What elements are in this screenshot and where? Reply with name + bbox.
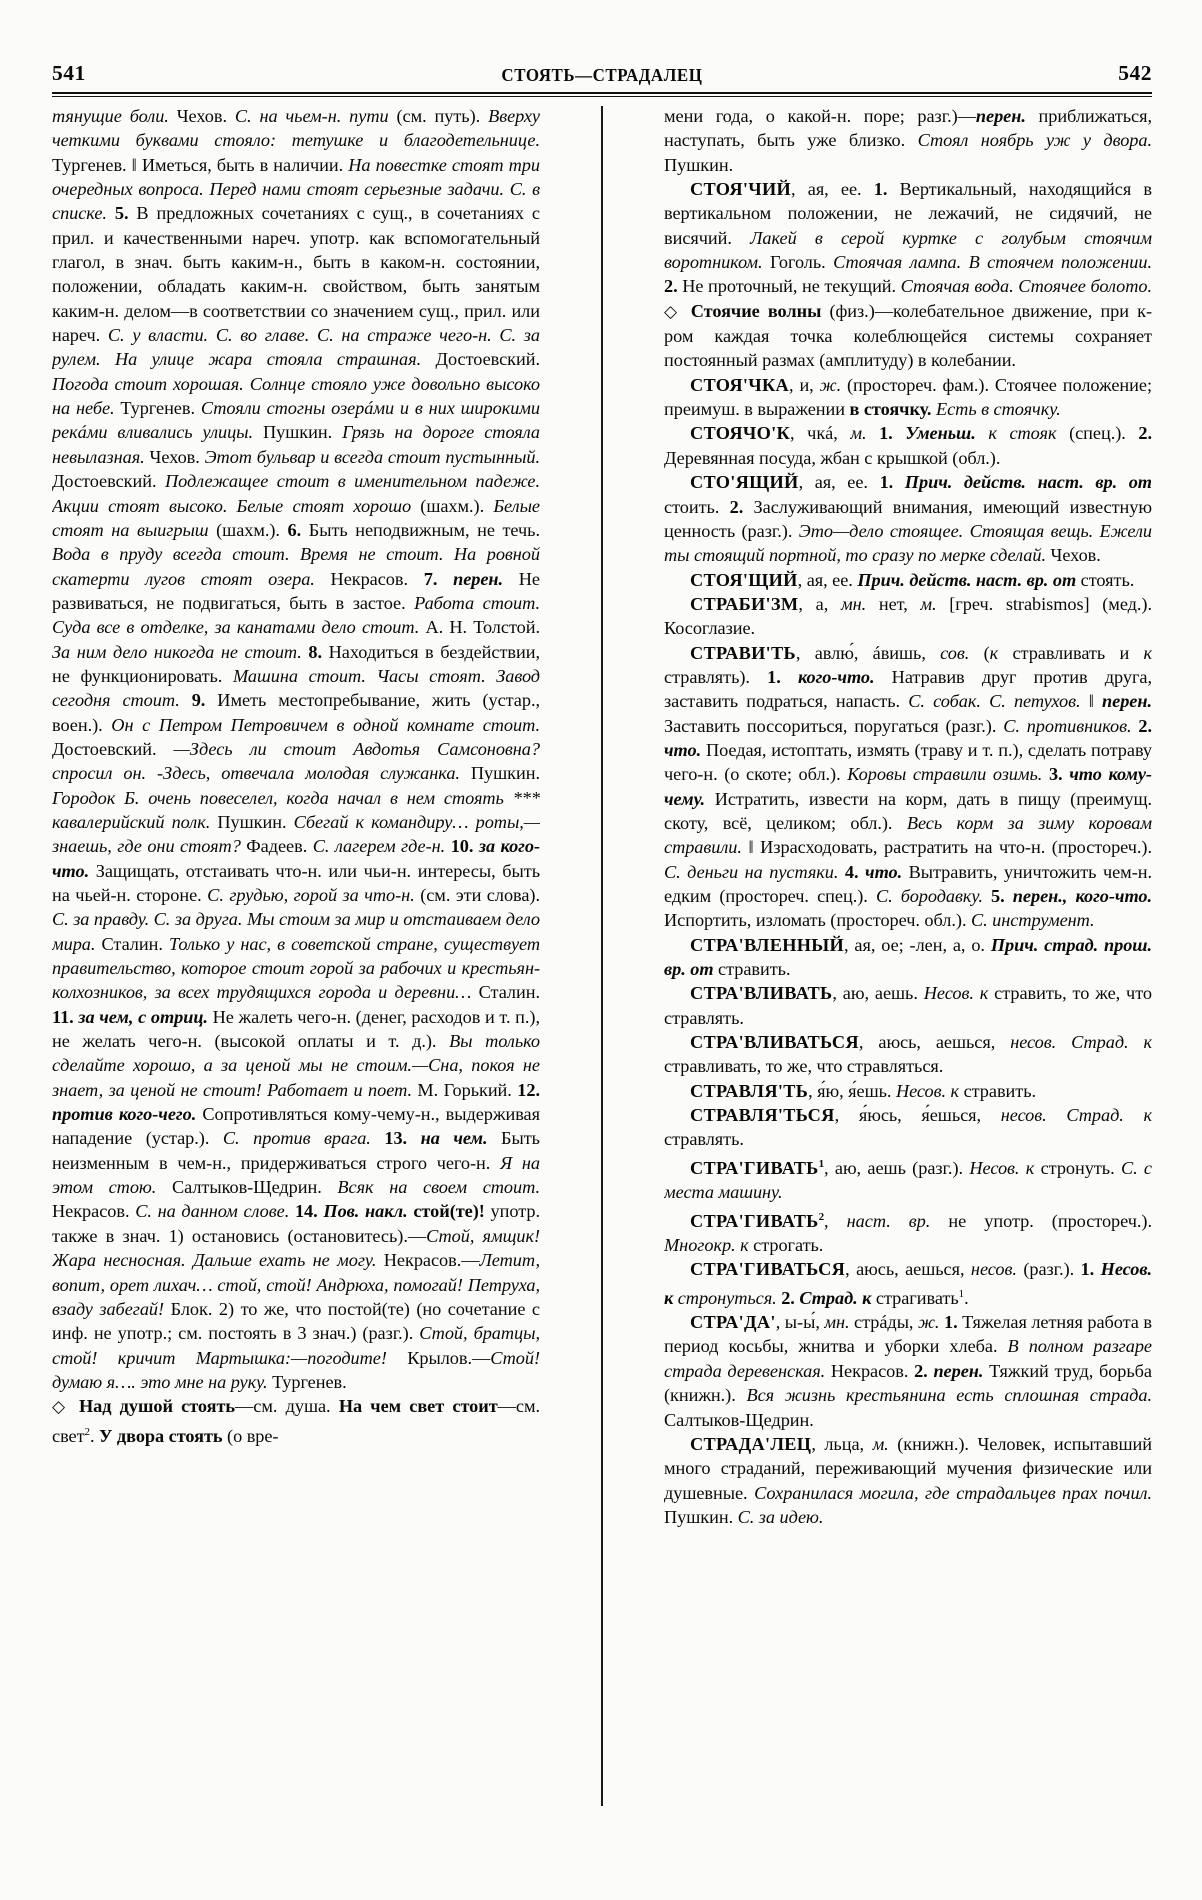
text-run-dia: ◇ bbox=[664, 301, 681, 321]
text-run-bi: Прич. страд. прош. вр. от bbox=[664, 934, 1152, 980]
continued-entry-right bbox=[664, 104, 1152, 177]
text-run-hw: СТОЯЧО'К bbox=[690, 423, 791, 444]
folio-left: 541 bbox=[52, 61, 86, 85]
text-run-rom: Деревянная посуда, жбан с крышкой (обл.). bbox=[664, 447, 1001, 468]
header-rule bbox=[52, 92, 1152, 97]
dictionary-entry bbox=[664, 421, 1152, 470]
text-run-rom: стрáды, bbox=[849, 1312, 918, 1333]
text-run-num: 9. bbox=[179, 690, 206, 711]
text-run-rom: (см. эти слова). bbox=[414, 885, 540, 905]
dictionary-entry bbox=[664, 1079, 1152, 1103]
text-run-rom: Пушкин. bbox=[459, 763, 540, 784]
text-run-it: Стояли стогны озерáми и в них широкими рекáми вливались улицы. bbox=[52, 398, 540, 443]
text-run-rom: , авлю́, áвишь, bbox=[795, 642, 941, 663]
text-run-rom: стронуть. bbox=[1034, 1157, 1121, 1178]
text-run-num: 3. bbox=[1042, 764, 1063, 785]
text-run-it: С. за идею. bbox=[737, 1506, 824, 1527]
text-run-bi: что кому-чему. bbox=[664, 764, 1152, 809]
text-run-rom: (физ.)—колебательное движение, при к-ром каждая точка колеблющейся системы сохраняет постоянный размах (амплитуду) в колебании. bbox=[664, 300, 1152, 371]
text-run-rom: М. Горький. bbox=[411, 1079, 518, 1100]
text-run-rom: стравливать, то же, что стравляться. bbox=[664, 1056, 944, 1077]
dictionary-entry bbox=[664, 1310, 1152, 1432]
text-run-rom: Быть неизменным в чем-н., придерживаться строго чего-н. bbox=[52, 1128, 540, 1173]
text-run-supn: 2 bbox=[84, 1425, 90, 1438]
text-run-rom: Заслуживающий внимания, имеющий известную ценность (разг.). bbox=[664, 496, 1152, 541]
text-run-rom: , ы-ы́, bbox=[775, 1312, 825, 1333]
dictionary-entry bbox=[664, 470, 1152, 567]
text-run-bi: что. bbox=[858, 861, 903, 882]
text-run-it: —Здесь ли стоит Авдотья Самсоновна? спросил он. -Здесь, отвечала молодая служанка. bbox=[52, 738, 540, 784]
text-run-rom: Крылов.— bbox=[386, 1347, 491, 1368]
text-run-rom: —см. душа. bbox=[235, 1396, 339, 1417]
text-run-rom: приближаться, наступать, быть уже близко. bbox=[664, 106, 1152, 151]
text-run-rom: Защищать, отстаивать что-н. или чьи-н. интересы, быть на чьей-н. стороне. bbox=[52, 860, 540, 905]
text-run-num: 1. bbox=[873, 179, 888, 200]
text-run-it: Всяк на своем стоит. bbox=[337, 1177, 540, 1198]
text-run-rom: , чкá, bbox=[790, 423, 851, 444]
text-run-num: 13. bbox=[370, 1128, 408, 1149]
text-run-rom: Пушкин. bbox=[664, 154, 734, 175]
text-run-it: Машина стоит. Часы стоят. Завод сегодня стоит. bbox=[52, 665, 540, 711]
text-run-it: Многокр. к bbox=[664, 1235, 749, 1255]
text-run-num: 2. bbox=[776, 1287, 795, 1308]
text-run-rom: , а, bbox=[798, 593, 841, 614]
text-run-hw: СТРАВЛЯ'ТЬ bbox=[690, 1080, 809, 1101]
text-run-num: 14. bbox=[289, 1201, 318, 1222]
text-run-rom: , bbox=[824, 1210, 847, 1231]
text-run-rom: Истратить, извести на корм, дать в пищу (преимущ. скоту, всё, целиком; обл.). bbox=[664, 788, 1152, 833]
idioms-block bbox=[52, 1394, 540, 1448]
text-run-rom: (о вре- bbox=[222, 1425, 279, 1446]
text-run-it: С. за правду. С. за друга. Мы стоим за мир и отстаиваем дело мира. bbox=[52, 909, 540, 954]
text-run-num: 5. bbox=[982, 886, 1005, 906]
right-column bbox=[664, 104, 1152, 1844]
text-run-rom: Тяжелая летняя работа в период косьбы, жнитва и уборки хлеба. bbox=[664, 1312, 1152, 1357]
text-run-it: Стоячая вода. Стоячее болото. bbox=[900, 276, 1152, 297]
text-run-rom: , льца, bbox=[811, 1433, 873, 1454]
text-run-rom: Не проточный, не текущий. bbox=[677, 276, 901, 297]
text-run-b: в стоячку. bbox=[849, 399, 932, 420]
text-run-rom: мени года, о какой-н. поре; разг.)— bbox=[664, 106, 976, 126]
text-run-bi: перен. bbox=[437, 568, 504, 589]
text-run-rom: (шахм.). bbox=[208, 519, 288, 540]
text-run-rom: Гоголь. bbox=[762, 252, 834, 273]
text-run-rom: Поедая, истоптать, измять (траву и т. п.), сделать потраву чего-н. (о скоте; обл.). bbox=[664, 739, 1152, 785]
text-run-bi: Страд. к bbox=[794, 1287, 872, 1308]
text-run-rom: ‖ bbox=[1080, 691, 1103, 712]
text-run-num: 1. bbox=[879, 472, 894, 493]
text-run-rom: Некрасов. bbox=[52, 1201, 136, 1222]
text-run-hw: СТРА'ВЛИВАТЬ bbox=[690, 983, 833, 1004]
text-run-rom: стравлять). bbox=[664, 666, 768, 687]
dictionary-entry bbox=[664, 1257, 1152, 1310]
text-run-rom: стравить. bbox=[713, 959, 791, 980]
text-run-rom: Быть неподвижным, не течь. bbox=[301, 519, 540, 540]
text-run-rom: Находиться в бездействии, не функционировать. bbox=[52, 641, 540, 686]
text-run-hw: СТОЯ'ЧИЙ bbox=[690, 179, 792, 200]
dictionary-entry bbox=[664, 1432, 1152, 1529]
text-run-num: 5. bbox=[106, 203, 129, 224]
dictionary-entry bbox=[664, 641, 1152, 933]
text-run-b: Стоячие волны bbox=[682, 300, 822, 321]
text-run-it: Только у нас, в советской стране, существует правительство, которое стоит горой за рабочих и крестьян-колхозников, за всех трудящихся города и деревни… bbox=[52, 933, 540, 1003]
text-run-num: 2. bbox=[914, 1360, 928, 1381]
text-run-it: Коровы стравили озимь. bbox=[847, 764, 1043, 785]
entry-list bbox=[664, 177, 1152, 1529]
text-run-bi: за кого-что. bbox=[52, 836, 540, 881]
text-run-it: наст. вр. bbox=[846, 1210, 931, 1231]
text-run-rom: —см. свет bbox=[52, 1396, 540, 1446]
text-run-rom: стравить, то же, что стравлять. bbox=[664, 983, 1152, 1028]
text-run-bi: Прич. действ. наст. вр. от bbox=[857, 569, 1077, 590]
text-run-it: С. против врага. bbox=[222, 1128, 371, 1149]
text-run-hw: СТОЯ'ЧКА bbox=[690, 374, 790, 395]
text-run-bi: Несов. к bbox=[664, 1259, 1152, 1308]
text-run-rom: Сталин. bbox=[471, 982, 540, 1003]
text-run-it: стронуться. bbox=[673, 1287, 777, 1308]
dictionary-entry bbox=[664, 568, 1152, 592]
text-run-bi: на чем. bbox=[407, 1128, 488, 1149]
text-run-hw: СТОЯ'ЩИЙ bbox=[690, 569, 798, 590]
dictionary-entry bbox=[664, 177, 1152, 373]
text-run-it: С. деньги на пустяки. bbox=[664, 861, 839, 882]
dictionary-entry bbox=[664, 981, 1152, 1030]
text-run-it: С. на данном слове. bbox=[135, 1201, 290, 1222]
text-run-rom: стоять. bbox=[1076, 569, 1135, 590]
text-run-bi: что. bbox=[664, 739, 702, 760]
text-run-rom: строгать. bbox=[748, 1235, 824, 1255]
text-run-hw: СТРА'ГИВАТЬ bbox=[690, 1157, 819, 1178]
text-run-it: Лакей в серой куртке с голубым стоячим воротником. bbox=[664, 227, 1152, 273]
text-run-it: С. противников. bbox=[1003, 715, 1132, 736]
text-run-rom bbox=[866, 423, 879, 443]
text-run-num: 1. bbox=[1080, 1259, 1095, 1280]
text-run-sup: 2 bbox=[818, 1210, 825, 1223]
text-run-rom: Тургенев. ‖ Иметься, быть в наличии. bbox=[52, 154, 349, 175]
text-run-rom: Некрасов. bbox=[314, 568, 424, 589]
text-run-bi: перен., кого-что. bbox=[1004, 886, 1152, 906]
text-run-rom: нет, bbox=[866, 593, 921, 614]
text-run-rom: , я́юсь, я́ешься, bbox=[834, 1105, 1001, 1126]
text-run-rom: Сталин. bbox=[95, 933, 169, 954]
text-run-it: ж. bbox=[917, 1312, 940, 1333]
text-run-it: На повестке стоят три очередных вопроса. Перед нами стоят серьезные задачи. С. в списке. bbox=[52, 154, 540, 224]
text-run-rom: [греч. strabismos] (мед.). Косоглазие. bbox=[664, 593, 1152, 639]
text-run-it: к bbox=[1143, 642, 1152, 663]
text-run-it: Грязь на дороге стояла невылазная. bbox=[52, 422, 540, 467]
text-run-num: 1. bbox=[767, 666, 781, 687]
text-run-rom: Салтыков-Щедрин. bbox=[156, 1177, 338, 1198]
text-run-it: С. грудью, горой за что-н. bbox=[207, 885, 415, 905]
column-divider bbox=[601, 106, 603, 1806]
text-run-rom: не употр. (простореч.). bbox=[930, 1210, 1152, 1231]
text-run-rom: Достоевский. bbox=[52, 471, 165, 492]
text-run-rom: Не развиваться, не подвигаться, быть в застое. bbox=[52, 568, 540, 613]
text-run-hw: СТРА'ДА' bbox=[690, 1312, 776, 1333]
text-run-hw: СТРА'ВЛЕННЫЙ bbox=[690, 934, 845, 955]
text-run-rom: Вертикальный, находящийся в вертикальном положении, не лежачий, не сидячий, не висячий. bbox=[664, 179, 1152, 248]
text-run-rom: Салтыков-Щедрин. bbox=[664, 1409, 814, 1430]
text-run-num: 2. bbox=[1138, 423, 1152, 444]
text-run-b: У двора стоять bbox=[99, 1425, 223, 1446]
text-run-it: Несов. к bbox=[969, 1157, 1035, 1178]
text-run-hw: СТРА'ВЛИВАТЬСЯ bbox=[690, 1032, 859, 1053]
text-run-num: 11. bbox=[52, 1006, 74, 1027]
text-run-it: Стой, ямщик! Жара несносная. Дальше ехать не могу. bbox=[52, 1225, 540, 1271]
text-run-it: Стоячая лампа. В стоячем положении. bbox=[833, 252, 1152, 273]
running-title: СТОЯТЬ—СТРАДАЛЕЦ bbox=[501, 65, 703, 85]
text-run-rom: . bbox=[964, 1287, 969, 1308]
text-run-rom: Достоевский. bbox=[52, 738, 174, 759]
text-run-supn: 1 bbox=[958, 1287, 965, 1300]
text-run-rom: А. Н. Толстой. bbox=[419, 617, 540, 638]
text-run-it: Это—дело стоящее. Стоящая вещь. Ежели ты стоящий портной, то сразу по мерке сделай. bbox=[664, 520, 1152, 566]
dictionary-entry bbox=[664, 592, 1152, 641]
text-run-num: 10. bbox=[445, 836, 474, 857]
text-run-it: несов. Страд. к bbox=[1000, 1105, 1152, 1126]
text-run-rom: Натравив друг против друга, заставить подраться, напасть. bbox=[664, 666, 1152, 712]
dictionary-entry bbox=[664, 1152, 1152, 1205]
text-run-hw: СТРАВЛЯ'ТЬСЯ bbox=[690, 1105, 835, 1126]
text-run-it: Андрюха, помогай! Петруха, взаду забегай! bbox=[52, 1274, 540, 1319]
text-run-it: Вся жизнь крестьянина есть сплошная страда. bbox=[746, 1385, 1152, 1406]
text-run-rom: ‖ Израсходовать, растратить на что-н. (простореч.). bbox=[741, 837, 1152, 858]
text-run-it: С. собак. С. петухов. bbox=[908, 691, 1081, 712]
text-run-it: Несов. к bbox=[895, 1080, 960, 1101]
text-run-rom: , аю, аешь (разг.). bbox=[824, 1157, 970, 1178]
text-run-hw: СТО'ЯЩИЙ bbox=[690, 472, 799, 493]
text-run-bi: перен. bbox=[1102, 691, 1152, 712]
text-run-bi: Пов. накл. bbox=[317, 1201, 408, 1222]
text-run-it: Этот бульвар и всегда стоит пустынный. bbox=[204, 446, 540, 467]
text-run-it: За ним дело никогда не стоит. bbox=[52, 641, 302, 662]
text-run-it: С. бородавку. bbox=[875, 886, 983, 906]
text-run-rom: Некрасов. bbox=[825, 1360, 915, 1381]
text-run-it: к bbox=[989, 642, 999, 663]
text-run-rom: (см. путь). bbox=[388, 106, 489, 126]
text-run-num: 2. bbox=[664, 276, 678, 297]
text-run-it: ж. bbox=[819, 374, 842, 395]
text-run-bi: Прич. действ. наст. вр. от bbox=[893, 472, 1152, 493]
text-run-it: Белые стоят на выигрыш bbox=[52, 495, 540, 540]
text-run-rom: ( bbox=[969, 642, 990, 663]
text-run-it: несов. Страд. к bbox=[1010, 1032, 1152, 1053]
text-run-it: Стой! думаю я…. это мне на руку. bbox=[52, 1347, 540, 1392]
text-run-it: Городок Б. очень повеселел, когда начал в нем стоять *** кавалерийский полк. bbox=[52, 787, 540, 832]
text-run-num: 7. bbox=[423, 568, 438, 589]
text-run-hw: СТРА'ГИВАТЬ bbox=[690, 1210, 819, 1231]
continued-entry-left bbox=[52, 104, 540, 1394]
text-run-num: 1. bbox=[879, 423, 893, 444]
text-run-bi: перен. bbox=[927, 1360, 984, 1381]
text-run-bi: против кого-чего. bbox=[52, 1104, 197, 1125]
text-run-rom: , ая, ее. bbox=[797, 569, 858, 590]
columns-container bbox=[52, 104, 1152, 1844]
text-run-rom: Заставить поссориться, поругаться (разг.). bbox=[664, 715, 1004, 736]
text-run-it: мн. bbox=[824, 1312, 850, 1333]
dictionary-entry bbox=[664, 1030, 1152, 1079]
text-run-it: несов. bbox=[970, 1259, 1017, 1280]
text-run-rom: , аю, аешь. bbox=[832, 983, 924, 1004]
text-run-it: Стой, братцы, стой! кричит Мартышка:—погодите! bbox=[52, 1323, 540, 1368]
text-run-it: сов. bbox=[940, 642, 970, 663]
text-run-it: Вода в пруду всегда стоит. Время не стоит. На ровной скатерти лугов стоят озера. bbox=[52, 544, 540, 589]
text-run-it: Несов. к bbox=[923, 983, 989, 1004]
text-run-bi: перен. bbox=[975, 106, 1026, 126]
text-run-num: 2. bbox=[1131, 715, 1152, 736]
text-run-num: 12. bbox=[517, 1079, 540, 1100]
text-run-it: С. инструмент. bbox=[970, 910, 1095, 931]
text-run-rom: Пушкин. bbox=[210, 811, 294, 832]
text-run-rom: Блок. 2) то же, что постой(те) (но сочетание с инф. не употр.; см. постоять в 3 знач.) (разг.). bbox=[52, 1298, 540, 1344]
dictionary-entry bbox=[664, 933, 1152, 982]
text-run-rom: , аюсь, аешься, bbox=[858, 1032, 1011, 1053]
text-run-b: На чем свет стоит bbox=[338, 1396, 498, 1417]
dictionary-entry bbox=[664, 1205, 1152, 1258]
text-run-bi: за чем, с отриц. bbox=[73, 1006, 208, 1027]
text-run-rom: Иметь местопребывание, жить (устар., воен.). bbox=[52, 690, 540, 735]
text-run-rom: стоить. bbox=[664, 496, 730, 517]
text-run-it: Вверху четкими буквами стояло: тетушке и благодетельнице. bbox=[52, 106, 540, 151]
dictionary-entry bbox=[664, 1103, 1152, 1152]
text-run-num: 4. bbox=[838, 861, 859, 882]
text-run-it: Подлежащее стоит в именительном падеже. Акции стоят высоко. Белые стоят хорошо bbox=[52, 471, 540, 516]
text-run-rom: Сопротивляться кому-чему-н., выдерживая нападение (устар.). bbox=[52, 1104, 540, 1149]
text-run-rom: Тяжкий труд, борьба (книжн.). bbox=[664, 1360, 1152, 1406]
text-run-rom: . bbox=[90, 1425, 100, 1446]
text-run-hw: СТРА'ГИВАТЬСЯ bbox=[690, 1259, 846, 1280]
text-run-rom: стравлять. bbox=[664, 1129, 744, 1150]
text-run-b: Над душой стоять bbox=[70, 1396, 236, 1417]
running-header bbox=[52, 52, 1152, 86]
text-run-it: Он с Петром Петровичем в одной комнате стоит. bbox=[111, 714, 540, 735]
text-run-dia: ◇ bbox=[52, 1397, 69, 1417]
text-run-rom: (шахм.). bbox=[411, 495, 494, 516]
text-run-it: Погода стоит хорошая. Солнце стояло уже довольно высоко на небе. bbox=[52, 373, 540, 419]
text-run-rom: страгивать bbox=[871, 1287, 959, 1308]
text-run-it: тянущие боли. bbox=[52, 106, 169, 126]
dictionary-entry bbox=[664, 373, 1152, 422]
text-run-it: Есть в стоячку. bbox=[935, 399, 1061, 420]
text-run-rom: (книжн.). Человек, испытавший много страданий, переживающий мучения физические или душевные. bbox=[664, 1433, 1152, 1503]
text-run-rom: Тургенев. bbox=[114, 398, 201, 419]
text-run-rom: Тургенев. bbox=[267, 1371, 347, 1392]
text-run-it: Сохранилася могила, где страдальцев прах почил. bbox=[754, 1482, 1152, 1503]
text-run-rom: , ая, ое; -лен, а, о. bbox=[844, 934, 991, 955]
text-run-bi: кого-что. bbox=[780, 666, 875, 687]
text-run-rom: Чехов. bbox=[1046, 545, 1101, 566]
text-run-it: В полном разгаре страда деревенская. bbox=[664, 1336, 1152, 1381]
text-run-it: Работа стоит. Суда все в отделке, за канатами дело стоит. bbox=[52, 592, 540, 638]
text-run-rom: употр. также в знач. 1) остановись (остановитесь).— bbox=[52, 1201, 540, 1246]
text-run-bi: Уменьш. bbox=[892, 423, 976, 444]
text-run-rom: Не жалеть чего-н. (денег, расходов и т. п.), не желать чего-н. (высокой оплаты и т. д.). bbox=[52, 1006, 540, 1052]
text-run-num: 8. bbox=[301, 641, 323, 662]
text-run-it: С. лагерем где-н. bbox=[312, 836, 446, 857]
text-run-rom: Чехов. bbox=[144, 446, 205, 467]
text-run-rom: Достоевский. bbox=[421, 349, 540, 370]
folio-right: 542 bbox=[1118, 61, 1152, 85]
text-run-rom: Фадеев. bbox=[240, 836, 313, 857]
text-run-rom: Вытравить, уничтожить чем-н. едким (простореч. спец.). bbox=[664, 861, 1152, 906]
text-run-it: к стояк bbox=[975, 423, 1057, 444]
text-run-rom: Чехов. bbox=[168, 106, 235, 126]
text-run-it: С. на чьем-н. пути bbox=[234, 106, 389, 126]
text-run-rom: (простореч. фам.). Стоячее положение; преимуш. в выражении bbox=[664, 374, 1152, 420]
left-column bbox=[52, 104, 540, 1844]
text-run-b: стой(те)! bbox=[407, 1201, 485, 1222]
text-run-rom: (спец.). bbox=[1056, 423, 1139, 444]
text-run-rom: Некрасов.— bbox=[376, 1250, 480, 1271]
text-run-it: Я на этом стою. bbox=[52, 1152, 540, 1198]
text-run-rom: , я́ю, я́ешь. bbox=[808, 1080, 896, 1101]
text-run-it: С. у власти. С. во главе. С. на страже чего-н. С. за рулем. На улице жара стояла страшная. bbox=[52, 325, 540, 370]
text-run-rom: стравить. bbox=[959, 1080, 1037, 1101]
text-run-rom: В предложных сочетаниях с сущ., в сочетаниях с прил. и качественными нареч. употр. как вспомогательный глагол, в знач. быть каким-н., быть в каком-н. состоянии, положении, обладать каким-н. свойством, быть занятым каким-н. делом—в соответствии со значением сущ., прил. или нареч. bbox=[52, 203, 540, 346]
text-run-rom: (разг.). bbox=[1016, 1259, 1081, 1280]
text-run-it: С. с места машину. bbox=[664, 1157, 1152, 1203]
text-run-rom: Пушкин. bbox=[664, 1506, 738, 1527]
text-run-rom: Пушкин. bbox=[253, 422, 343, 443]
text-run-rom: , ая, ее. bbox=[798, 472, 880, 493]
text-run-num: 1. bbox=[943, 1312, 958, 1333]
text-run-num: 6. bbox=[287, 519, 302, 540]
text-run-it: Сбегай к командиру… роты,—знаешь, где они стоят? bbox=[52, 811, 540, 857]
text-run-it: м. bbox=[872, 1433, 889, 1454]
text-run-num: 2. bbox=[729, 496, 744, 517]
text-run-hw: СТРАБИ'ЗМ bbox=[690, 593, 799, 614]
text-run-it: Летит, вопит, орет лихач… стой, стой! bbox=[52, 1250, 540, 1295]
text-run-it: Весь корм за зиму коровам стравили. bbox=[664, 812, 1152, 858]
text-run-rom: , аюсь, аешься, bbox=[845, 1259, 971, 1280]
text-run-rom: , ая, ее. bbox=[791, 179, 874, 200]
text-run-it: м. bbox=[920, 593, 937, 614]
text-run-rom: Испортить, изломать (простореч. обл.). bbox=[664, 910, 971, 931]
text-run-rom: , и, bbox=[789, 374, 820, 395]
text-run-it: мн. bbox=[840, 593, 867, 614]
text-run-rom: стравливать и bbox=[998, 642, 1144, 663]
text-run-it: Вы только сделайте хорошо, а за ценой мы не стоим.—Сна, покоя не знает, за ценой не стоит! Работает и поет. bbox=[52, 1031, 540, 1100]
text-run-it: Стоял ноябрь уж у двора. bbox=[917, 130, 1152, 151]
text-run-hw: СТРАВИ'ТЬ bbox=[690, 642, 796, 663]
text-run-sup: 1 bbox=[818, 1157, 825, 1170]
text-run-it: м. bbox=[850, 423, 867, 444]
text-run-hw: СТРАДА'ЛЕЦ bbox=[690, 1433, 812, 1454]
